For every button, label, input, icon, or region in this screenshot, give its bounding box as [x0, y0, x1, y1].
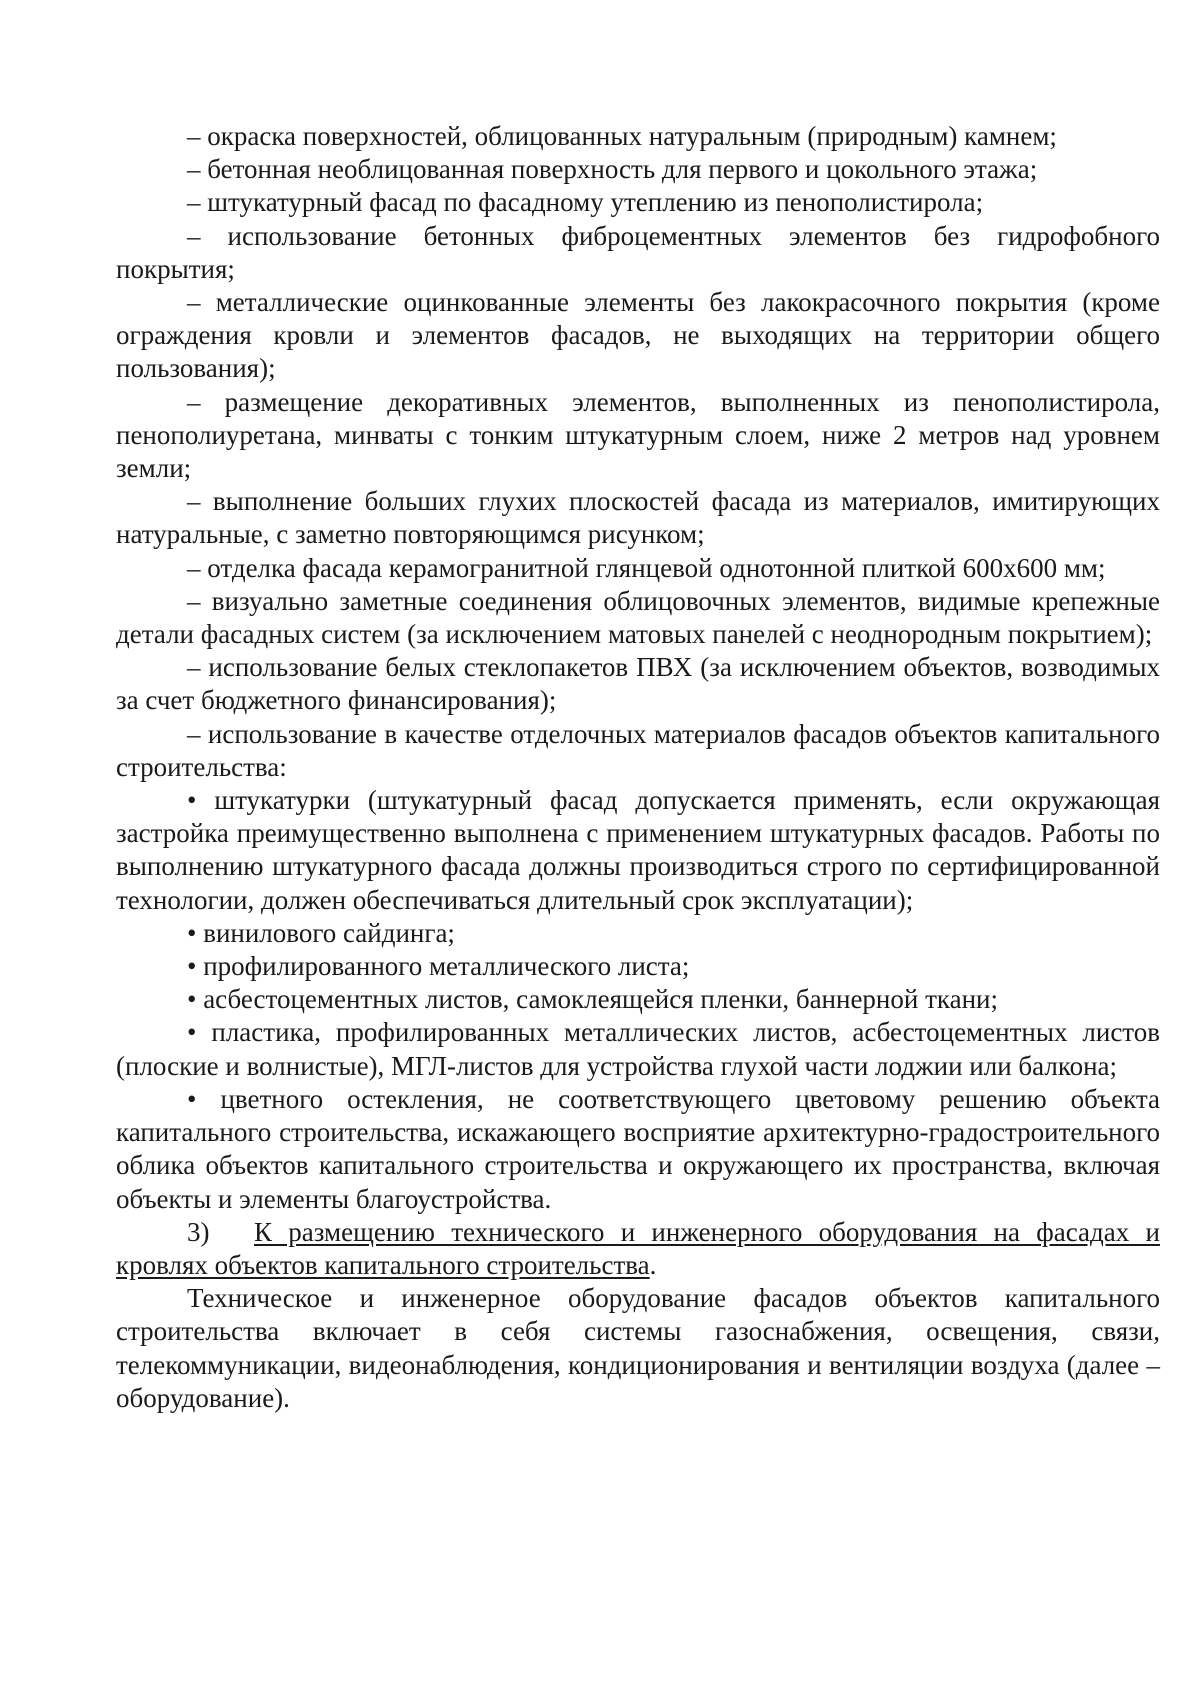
section-heading: [116, 1216, 1160, 1282]
paragraph-11: – использование в качестве отделочных материалов фасадов объектов капитального строительства:: [116, 718, 1160, 782]
paragraph-6: – размещение декоративных элементов, выполненных из пенополистирола, пенополиуретана, минваты с тонким штукатурным слоем, ниже 2 метров над уровнем земли;: [116, 386, 1160, 484]
section-title-end: .: [649, 1249, 657, 1280]
bullet-item-colored-glazing: • цветного остекления, не соответствующего цветовому решению объекта капитального строительства, искажающего восприятие архитектурно-градостроительного облика объектов капитального строительства и окружающего их пространства, включая объекты и элементы благоустройства.: [116, 1083, 1160, 1214]
paragraph-10: – использование белых стеклопакетов ПВХ (за исключением объектов, возводимых за счет бюджетного финансирования);: [116, 652, 1160, 716]
paragraph-8: – отделка фасада керамогранитной глянцевой однотонной плиткой 600х600 мм;: [187, 552, 1106, 583]
paragraph-9: – визуально заметные соединения облицовочных элементов, видимые крепежные детали фасадных систем (за исключением матовых панелей с неоднородным покрытием);: [116, 585, 1160, 650]
document-page: [116, 120, 1160, 1415]
paragraph-3: – штукатурный фасад по фасадному утеплению из пенополистирола;: [187, 187, 984, 218]
bullet-item-vinyl-siding: • винилового сайдинга;: [187, 917, 455, 948]
bullet-item-plaster: • штукатурки (штукатурный фасад допускается применять, если окружающая застройка преимущественно выполнена с применением штукатурных фасадов. Работы по выполнению штукатурного фасада должны производиться строго по сертифицированной технологии, должен обеспечиваться длительный срок эксплуатации);: [116, 785, 1160, 915]
bullet-item-profiled-sheet: • профилированного металлического листа;: [187, 951, 690, 982]
closing-paragraph: Техническое и инженерное оборудование фасадов объектов капитального строительства включает в себя системы газоснабжения, освещения, связи, телекоммуникации, видеонаблюдения, кондиционирования и вентиляции воздуха (далее – оборудование).: [116, 1283, 1160, 1413]
section-title: К размещению технического и инженерного оборудования на фасадах и кровлях объектов капитального строительства: [116, 1216, 1160, 1280]
paragraph-1: – окраска поверхностей, облицованных натуральным (природным) камнем;: [187, 121, 1057, 151]
bullet-item-plastic: • пластика, профилированных металлических листов, асбестоцементных листов (плоские и волнистые), МГЛ-листов для устройства глухой части лоджии или балкона;: [116, 1017, 1160, 1081]
section-number: 3): [187, 1216, 210, 1247]
bullet-item-asbestos-sheets: • асбестоцементных листов, самоклеящейся пленки, баннерной ткани;: [187, 984, 998, 1015]
paragraph-4: – использование бетонных фиброцементных элементов без гидрофобного покрытия;: [116, 220, 1160, 284]
paragraph-7: – выполнение больших глухих плоскостей фасада из материалов, имитирующих натуральные, с заметно повторяющимся рисунком;: [116, 486, 1160, 550]
paragraph-2: – бетонная необлицованная поверхность для первого и цокольного этажа;: [187, 154, 1038, 185]
paragraph-5: – металлические оцинкованные элементы без лакокрасочного покрытия (кроме ограждения кровли и элементов фасадов, не выходящих на территории общего пользования);: [116, 287, 1160, 384]
